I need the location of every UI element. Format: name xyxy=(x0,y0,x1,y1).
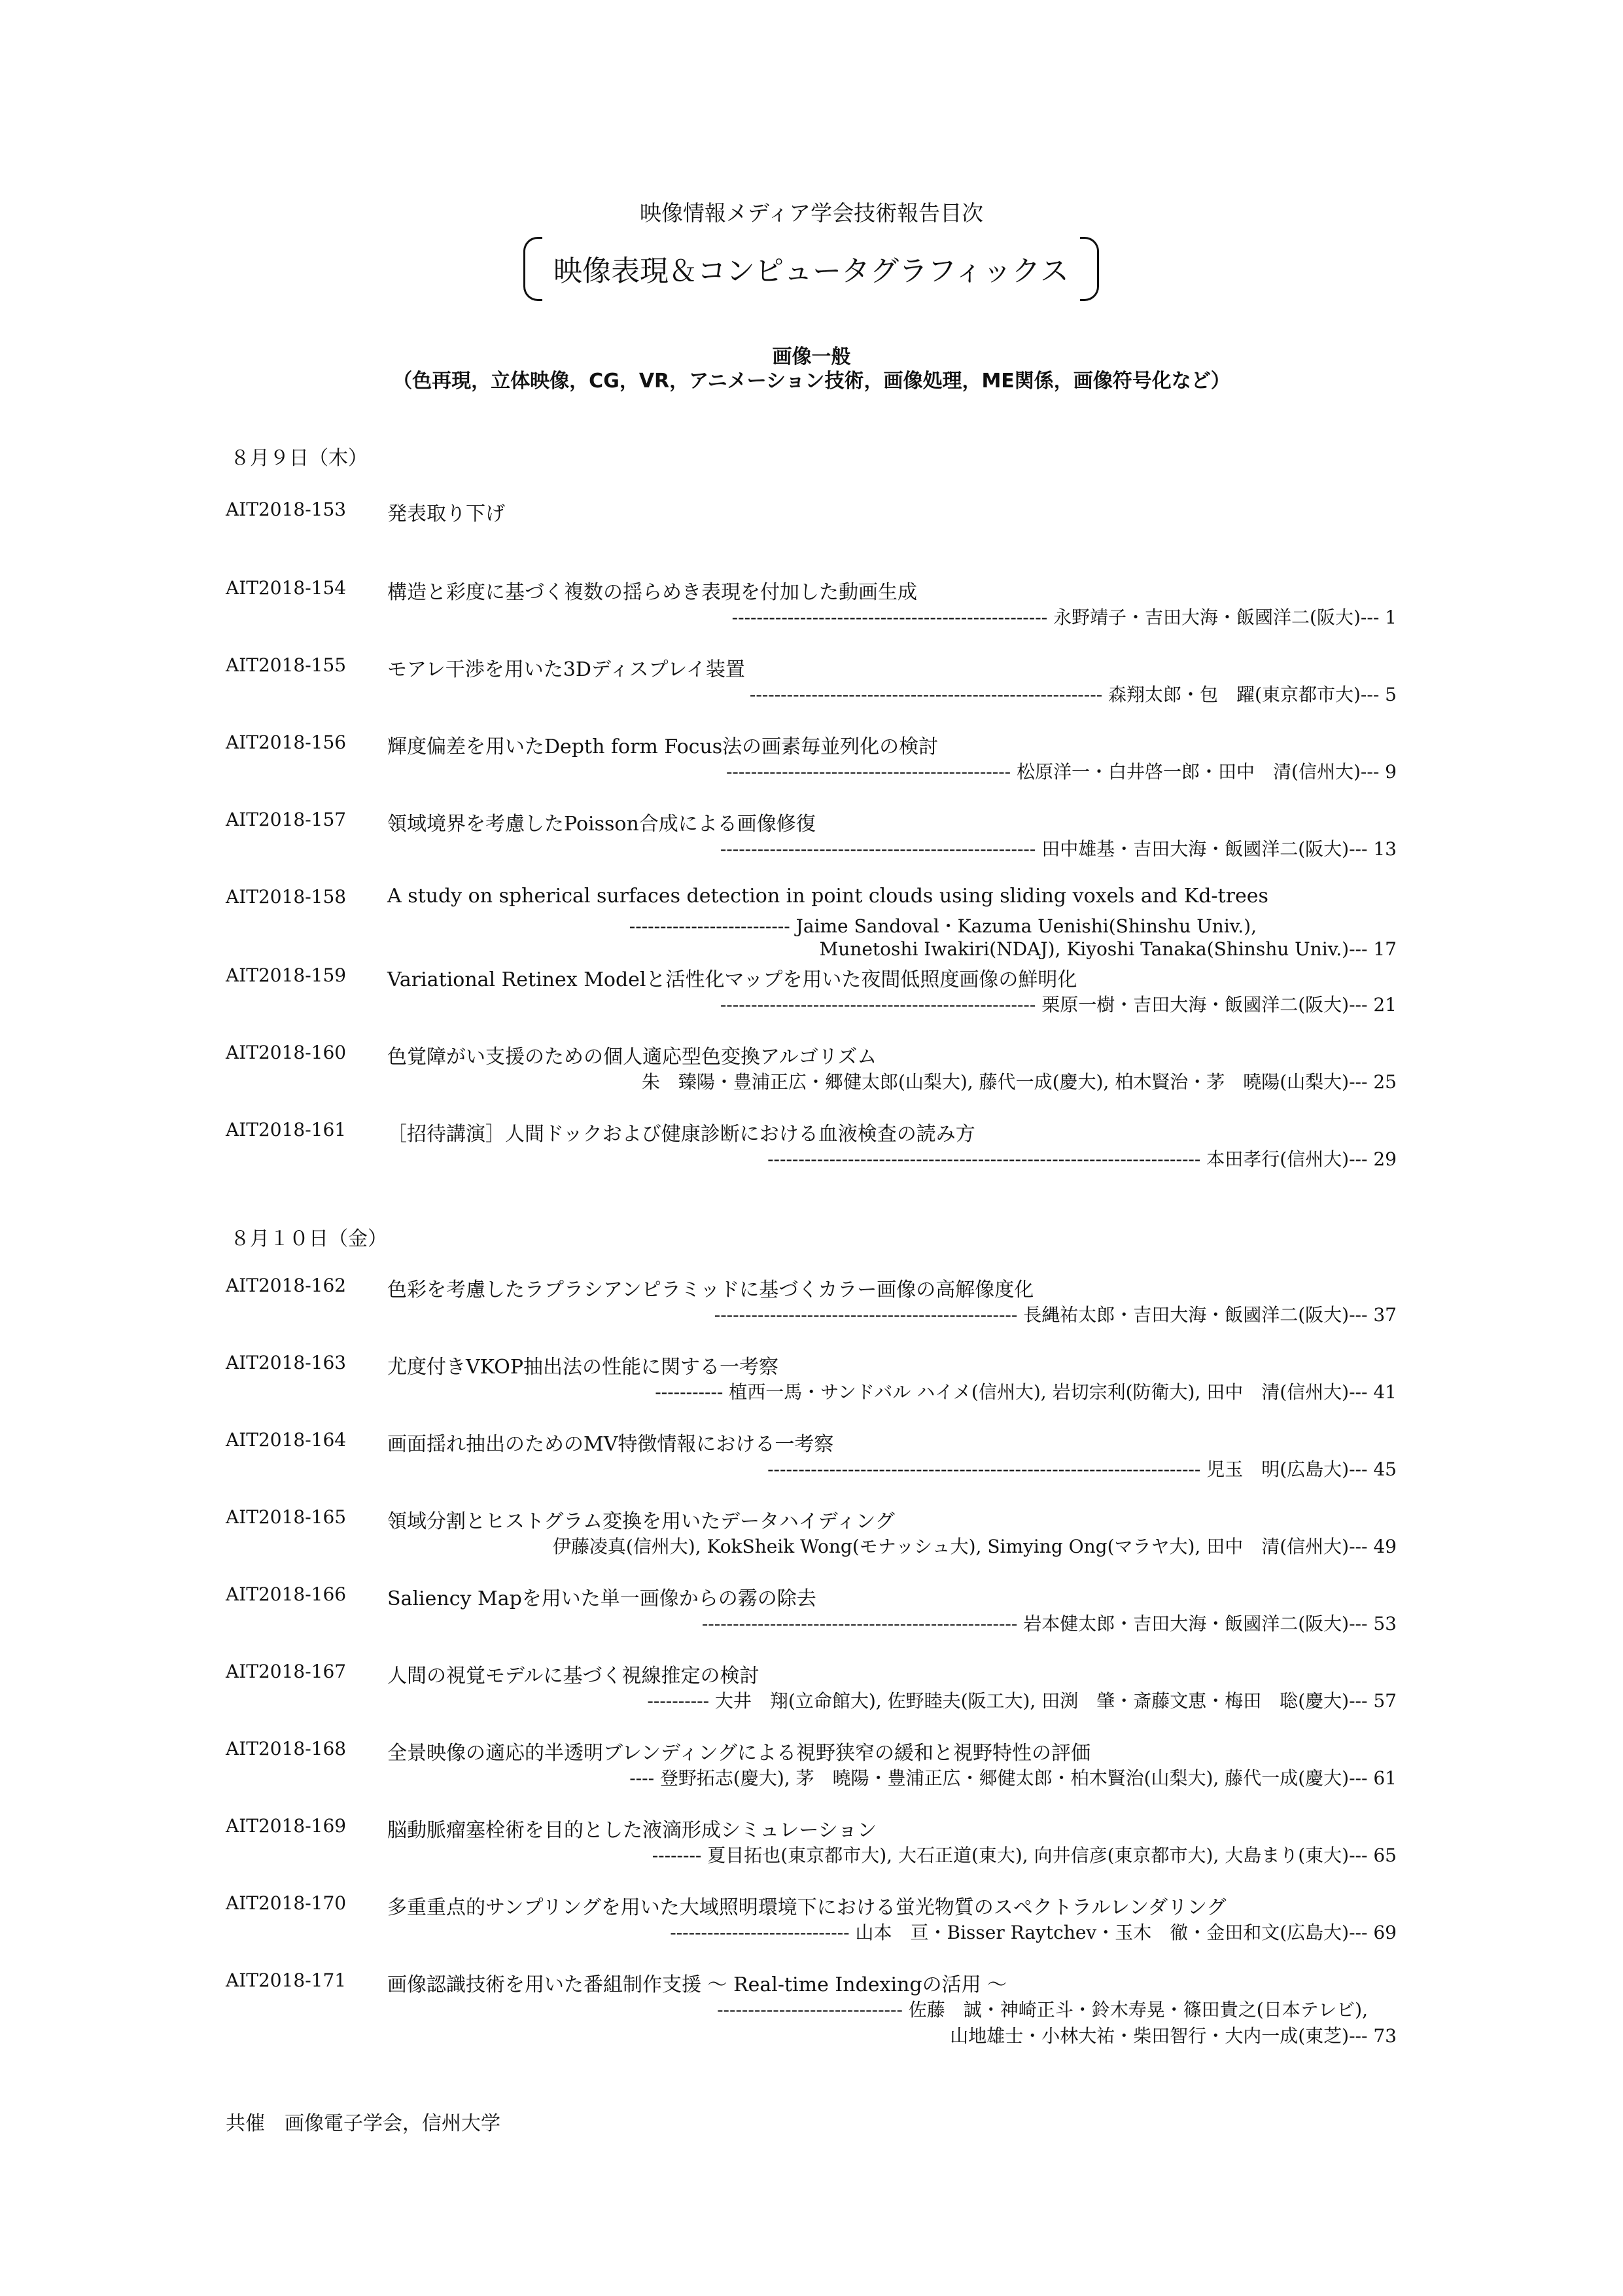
entry-authors: 伊藤凌真(信州大), KokSheik Wong(モナッシュ大), Simying Ong(マラヤ大), 田中 清(信州大)--- 49 xyxy=(552,1536,1397,1557)
entry-authors: ---------- 大井 翔(立命館大), 佐野睦夫(阪工大), 田渕 肇・斎藤文恵・梅田 聡(慶大)--- 57 xyxy=(647,1690,1397,1712)
entry-code: AIT2018-155 xyxy=(226,654,347,676)
entry-title: Variational Retinex Modelと活性化マップを用いた夜間低照度画像の鮮明化 xyxy=(387,968,1077,991)
entry-authors: ----------------------------- 山本 亘・Bisser Raytchev・玉木 徹・金田和文(広島大)--- 69 xyxy=(670,1922,1397,1943)
entry-title: A study on spherical surfaces detection in point clouds using sliding voxels and Kd-trees xyxy=(387,885,1268,908)
entry-title: 色彩を考慮したラプラシアンピラミッドに基づくカラー画像の高解像度化 xyxy=(387,1279,1034,1301)
date-heading-day2: ８月１０日（金） xyxy=(230,1227,387,1250)
entry-code: AIT2018-156 xyxy=(226,732,347,753)
entry-title: モアレ干渉を用いた3Dディスプレイ装置 xyxy=(387,658,745,681)
entry-authors: 朱 臻陽・豊浦正広・郷健太郎(山梨大), 藤代一成(慶大), 柏木賢治・茅 曉陽(山梨大)--- 25 xyxy=(641,1071,1397,1093)
entry-title: Saliency Mapを用いた単一画像からの霧の除去 xyxy=(387,1587,816,1610)
entry-authors: --------------------------------------------------------- 森翔太郎・包 躍(東京都市大)--- 5 xyxy=(749,684,1397,705)
society-heading: 映像情報メディア学会技術報告目次 xyxy=(639,200,984,226)
entry-title: 領域境界を考慮したPoisson合成による画像修復 xyxy=(387,813,816,836)
entry-code: AIT2018-171 xyxy=(226,1969,347,1991)
entry-authors: -------- 夏目拓也(東京都市大), 大石正道(東大), 向井信彦(東京都市大), 大島まり(東大)--- 65 xyxy=(652,1845,1397,1866)
entry-title: 色覚障がい支援のための個人適応型色変換アルゴリズム xyxy=(387,1046,877,1069)
entry-code: AIT2018-157 xyxy=(226,809,347,830)
entry-authors: ---------------------------------------------------------------------- 本田孝行(信州大)--- 29 xyxy=(767,1148,1397,1170)
entry-authors: ---------------------------------------------- 松原洋一・白井啓一郎・田中 清(信州大)--- 9 xyxy=(725,761,1397,783)
entry-authors: 山地雄士・小林大祐・柴田智行・大内一成(東芝)--- 73 xyxy=(950,2025,1397,2047)
entry-code: AIT2018-165 xyxy=(226,1506,347,1528)
entry-title: 発表取り下げ xyxy=(387,503,505,525)
entry-code: AIT2018-153 xyxy=(226,499,347,520)
entry-title: 全景映像の適応的半透明ブレンディングによる視野狭窄の緩和と視野特性の評価 xyxy=(387,1742,1091,1765)
entry-title: 人間の視覚モデルに基づく視線推定の検討 xyxy=(387,1665,759,1687)
cosponsor-note: 共催 画像電子学会，信州大学 xyxy=(226,2112,500,2135)
entry-authors: --------------------------------------------------- 永野靖子・吉田大海・飯國洋二(阪大)--- 1 xyxy=(731,607,1397,628)
entry-code: AIT2018-159 xyxy=(226,964,347,986)
entry-code: AIT2018-168 xyxy=(226,1738,347,1759)
entry-authors: ---- 登野拓志(慶大), 茅 曉陽・豊浦正広・郷健太郎・柏木賢治(山梨大), 藤代一成(慶大)--- 61 xyxy=(629,1767,1397,1789)
entry-authors: --------------------------------------------------- 栗原一樹・吉田大海・飯國洋二(阪大)--- 21 xyxy=(720,994,1397,1016)
page-title: 映像表現＆コンピュータグラフィックス xyxy=(553,255,1070,288)
entry-code: AIT2018-164 xyxy=(226,1429,347,1451)
entry-code: AIT2018-169 xyxy=(226,1815,347,1837)
entry-authors: ------------------------------------------------- 長縄祐太郎・吉田大海・飯國洋二(阪大)--- 37 xyxy=(714,1304,1397,1326)
entry-code: AIT2018-158 xyxy=(226,886,347,908)
entry-authors: --------------------------------------------------- 田中雄基・吉田大海・飯國洋二(阪大)--- 13 xyxy=(720,838,1397,860)
category-heading: 画像一般 xyxy=(772,345,851,368)
entry-code: AIT2018-166 xyxy=(226,1583,347,1605)
entry-authors: Munetoshi Iwakiri(NDAJ), Kiyoshi Tanaka(Shinshu Univ.)--- 17 xyxy=(819,938,1397,960)
date-heading-day1: ８月９日（木） xyxy=(230,447,368,470)
entry-title: 輝度偏差を用いたDepth form Focus法の画素毎並列化の検討 xyxy=(387,735,939,758)
entry-title: 多重重点的サンプリングを用いた大域照明環境下における蛍光物質のスペクトラルレンダリング xyxy=(387,1896,1227,1919)
entry-title: 領域分割とヒストグラム変換を用いたデータハイディング xyxy=(387,1510,895,1533)
entry-title: ［招待講演］人間ドックおよび健康診断における血液検査の読み方 xyxy=(387,1123,975,1146)
title-frame xyxy=(523,237,1099,302)
entry-title: 画像認識技術を用いた番組制作支援 ～ Real-time Indexingの活用 ～ xyxy=(387,1973,1007,1996)
right-bracket xyxy=(1080,237,1099,301)
entry-code: AIT2018-167 xyxy=(226,1661,347,1682)
entry-code: AIT2018-162 xyxy=(226,1275,347,1296)
entry-title: 画面揺れ抽出のためのMV特徴情報における一考察 xyxy=(387,1433,834,1456)
entry-title: 尤度付きVKOP抽出法の性能に関する一考察 xyxy=(387,1356,779,1379)
entry-code: AIT2018-160 xyxy=(226,1042,347,1063)
entry-code: AIT2018-163 xyxy=(226,1352,347,1373)
entry-code: AIT2018-170 xyxy=(226,1892,347,1914)
entry-authors: --------------------------------------------------- 岩本健太郎・吉田大海・飯國洋二(阪大)--- 53 xyxy=(701,1613,1397,1634)
category-scope: （色再現，立体映像，CG，VR，アニメーション技術，画像処理，ME関係，画像符号化など） xyxy=(393,370,1230,393)
entry-authors: ----------- 植西一馬・サンドバル ハイメ(信州大), 岩切宗利(防衛大), 田中 清(信州大)--- 41 xyxy=(655,1381,1397,1403)
entry-authors: ------------------------------ 佐藤 誠・神崎正斗・鈴木寿晃・篠田貴之(日本テレビ), xyxy=(717,1999,1368,2021)
entry-title: 脳動脈瘤塞栓術を目的とした液滴形成シミュレーション xyxy=(387,1819,877,1842)
entry-authors: -------------------------- Jaime Sandoval・Kazuma Uenishi(Shinshu Univ.), xyxy=(629,915,1257,937)
entry-code: AIT2018-154 xyxy=(226,577,347,599)
entry-title: 構造と彩度に基づく複数の揺らめき表現を付加した動画生成 xyxy=(387,581,917,604)
entry-authors: ---------------------------------------------------------------------- 児玉 明(広島大)--- 45 xyxy=(767,1458,1397,1480)
entry-code: AIT2018-161 xyxy=(226,1119,347,1140)
